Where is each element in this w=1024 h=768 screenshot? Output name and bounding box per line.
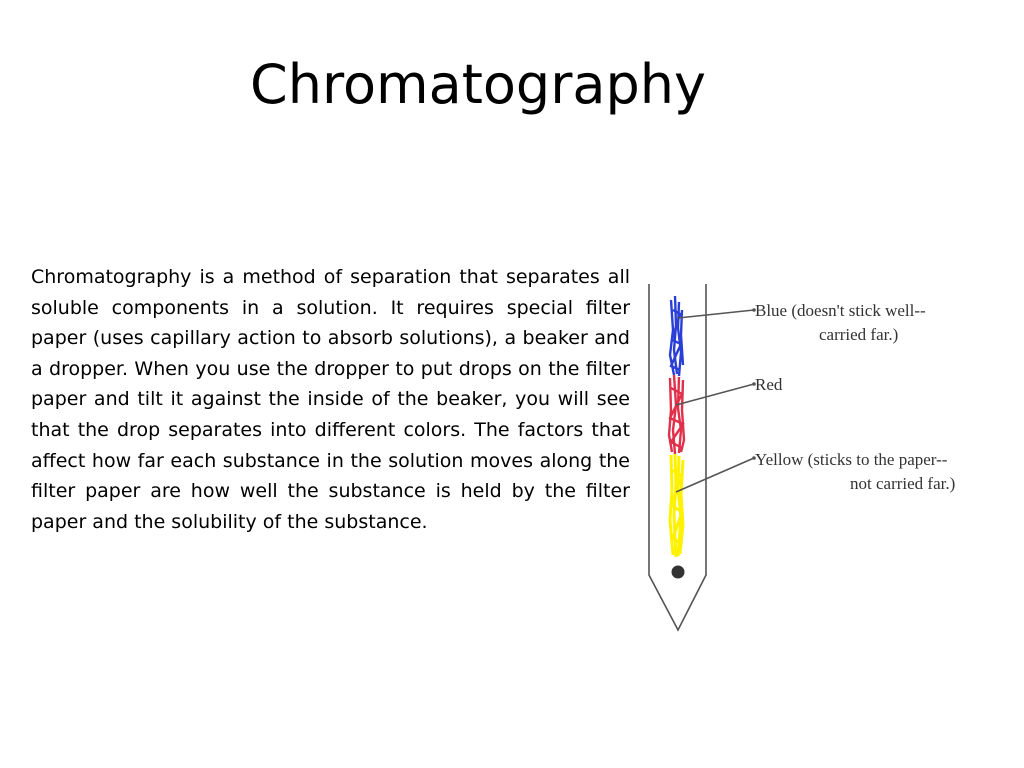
yellow-label bbox=[755, 448, 955, 496]
yellow-leader-line bbox=[676, 458, 754, 492]
blue-band bbox=[670, 296, 683, 376]
red-band bbox=[669, 375, 684, 454]
blue-label-line1: Blue (doesn't stick well-- bbox=[755, 301, 926, 320]
yellow-band bbox=[670, 454, 683, 557]
blue-label bbox=[755, 299, 926, 347]
yellow-label-line1: Yellow (sticks to the paper-- bbox=[755, 450, 948, 469]
chromatography-diagram bbox=[640, 270, 1000, 640]
red-label-text: Red bbox=[755, 375, 783, 394]
page-title: Chromatography bbox=[250, 53, 706, 116]
blue-leader-line bbox=[678, 310, 754, 318]
yellow-label-line2: not carried far.) bbox=[850, 474, 956, 493]
origin-dot bbox=[672, 566, 685, 579]
blue-label-line2: carried far.) bbox=[819, 325, 899, 344]
body-paragraph: Chromatography is a method of separation that separates all soluble components in a solution. It requires special filter paper (uses capillary action to absorb solutions), a beaker and a dropper. When you use the dropper to put drops on the filter paper and tilt it against the inside of the beaker, you will see that the drop separates into different colors. The factors that affect how far each substance in the solution moves along the filter paper are how well the substance is held by the filter paper and the solubility of the substance. bbox=[31, 266, 630, 533]
red-leader-line bbox=[676, 384, 754, 405]
red-label bbox=[755, 373, 782, 397]
